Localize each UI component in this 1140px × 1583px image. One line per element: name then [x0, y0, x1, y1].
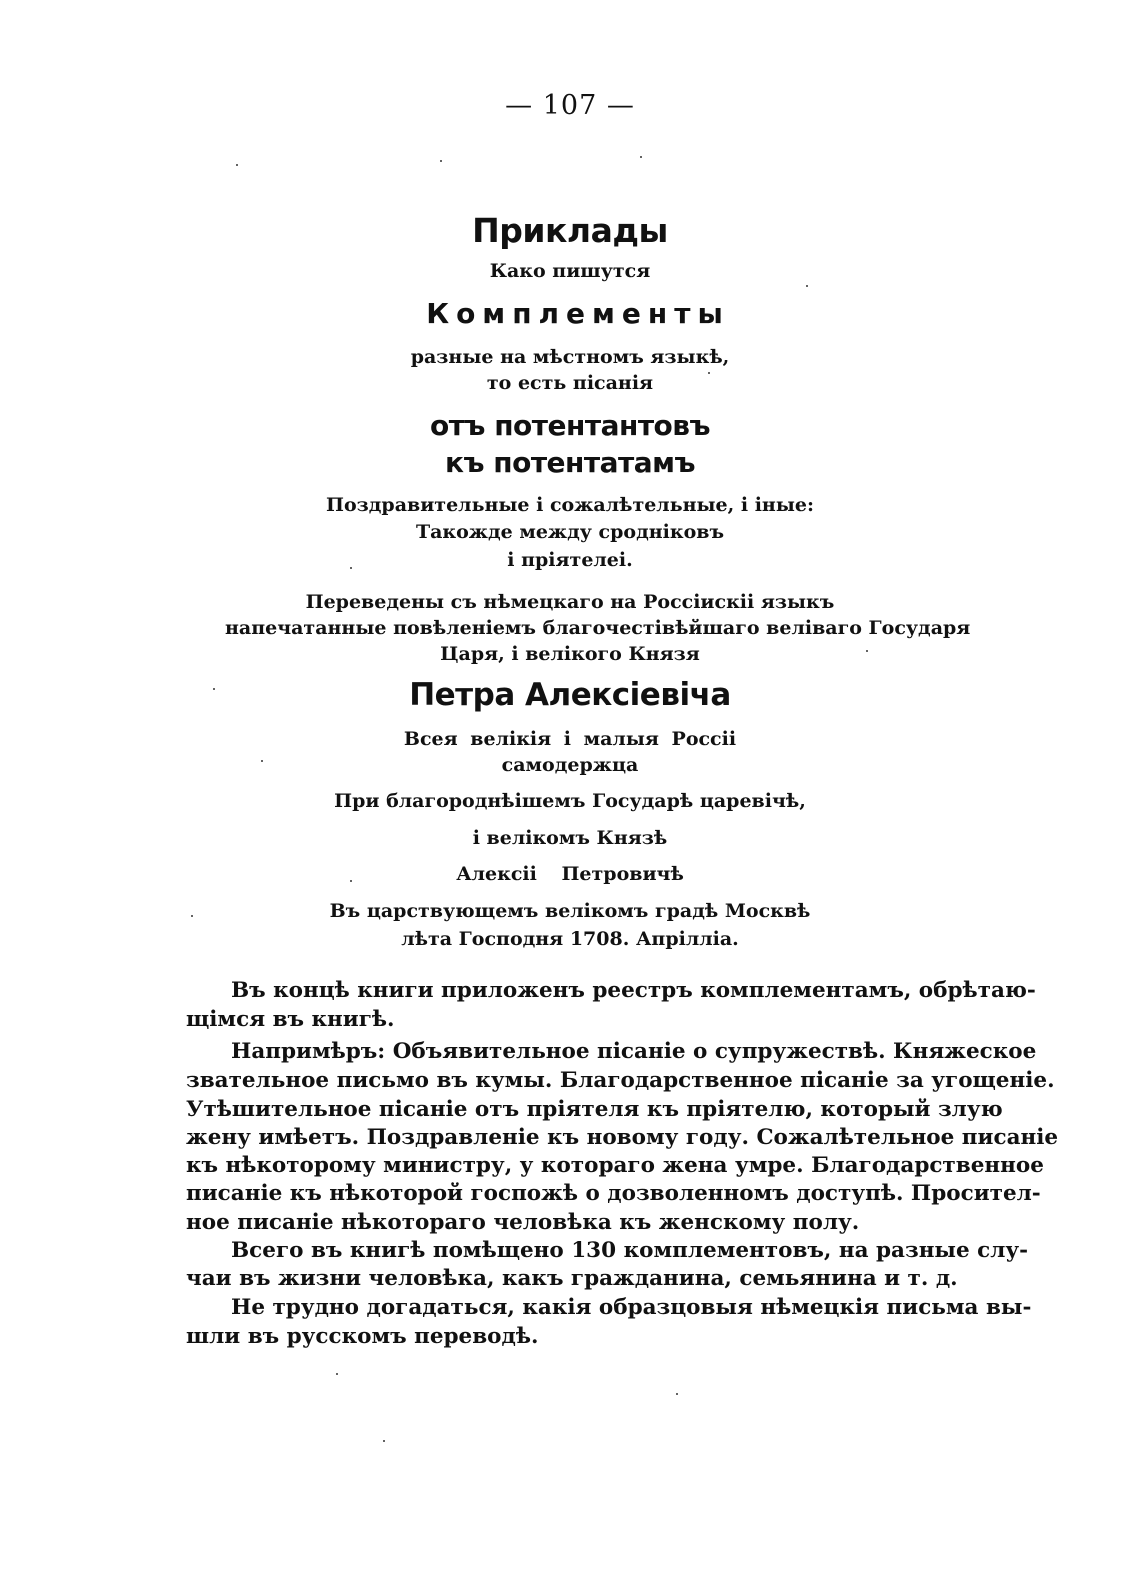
body-paragraph-2-line-6: писаніе къ нѣкоторой госпожѣ о дозволенномъ доступѣ. Просител- — [186, 1181, 1041, 1206]
tsar-name: Петра Алексіевіча — [409, 677, 731, 713]
body-paragraph-4-line-2: шли въ русскомъ переводѣ. — [186, 1324, 539, 1349]
description-line-2: то есть пісанія — [486, 372, 654, 394]
scan-speck — [866, 650, 868, 652]
heir-line-2: і велікомъ Князѣ — [472, 827, 668, 849]
scan-speck — [708, 372, 710, 374]
body-paragraph-2-line-3: Утѣшительное пісаніе отъ пріятеля къ пріятелю, который злую — [186, 1097, 1003, 1122]
translated-line-2: напечатанные повѣленіемъ благочестівѣйшаго веліваго Государя — [225, 617, 971, 639]
potentates-line-1: отъ потентантовъ — [429, 409, 711, 442]
scan-speck — [336, 1373, 338, 1375]
body-paragraph-1-line-2: щімся въ книгѣ. — [186, 1007, 395, 1032]
scan-speck — [261, 760, 263, 762]
scan-speck — [440, 160, 442, 162]
body-paragraph-2-line-4: жену имѣетъ. Поздравленіе къ новому году. Сожалѣтельное писаніе — [186, 1125, 1059, 1150]
scan-speck — [236, 164, 238, 166]
kinds-line-3: і пріятелеі. — [507, 549, 633, 571]
place-line-2: лѣта Господня 1708. Апрілліа. — [401, 928, 739, 950]
title: Приклады — [472, 211, 668, 250]
body-paragraph-2-line-1: Напримѣръ: Объявительное пісаніе о супружествѣ. Княжеское — [231, 1039, 1037, 1064]
page-number: — 107 — — [505, 90, 635, 121]
description-line-1: разные на мѣстномъ языкѣ, — [410, 346, 730, 368]
body-paragraph-4-line-1: Не трудно догадаться, какія образцовыя нѣмецкія письма вы- — [231, 1295, 1032, 1320]
translated-line-3: Царя, і велікого Князя — [440, 643, 700, 665]
body-paragraph-2-line-7: ное писаніе нѣкотораго человѣка къ женскому полу. — [186, 1210, 860, 1235]
body-paragraph-3-line-1: Всего въ книгѣ помѣщено 130 комплементовъ, на разные слу- — [231, 1238, 1029, 1263]
realm-line-1: Всея велікія і малыя Россіі — [403, 728, 737, 750]
body-paragraph-3-line-2: чаи въ жизни человѣка, какъ гражданина, семьянина и т. д. — [186, 1266, 958, 1291]
body-paragraph-2-line-5: къ нѣкоторому министру, у котораго жена умре. Благодарственное — [186, 1153, 1044, 1178]
realm-line-2: самодержца — [501, 754, 639, 776]
subtitle: Како пишутся — [489, 260, 651, 282]
scan-speck — [640, 156, 642, 158]
heir-name: Алексіі Петровичѣ — [456, 863, 684, 885]
body-paragraph-1-line-1: Въ концѣ книги приложенъ реестръ комплементамъ, обрѣтаю- — [231, 978, 1036, 1003]
scan-speck — [191, 915, 193, 917]
place-line-1: Въ царствующемъ велікомъ градѣ Москвѣ — [329, 900, 811, 922]
scan-speck — [806, 285, 808, 287]
potentates-line-2: къ потентатамъ — [444, 446, 696, 479]
scan-speck — [350, 567, 352, 569]
scan-speck — [383, 1440, 385, 1442]
scan-speck — [213, 688, 215, 690]
scan-speck — [676, 1393, 678, 1395]
spaced-title: Комплементы — [426, 297, 730, 330]
scan-speck — [350, 880, 352, 882]
body-paragraph-2-line-2: звательное письмо въ кумы. Благодарственное пісаніе за угощеніе. — [186, 1068, 1055, 1093]
kinds-line-2: Такожде между сродніковъ — [415, 521, 725, 543]
kinds-line-1: Поздравительные і сожалѣтельные, і іные: — [326, 494, 814, 516]
heir-line-1: При благороднѣішемъ Государѣ царевічѣ, — [334, 790, 806, 812]
translated-line-1: Переведены съ нѣмецкаго на Россіискіі языкъ — [305, 591, 835, 613]
